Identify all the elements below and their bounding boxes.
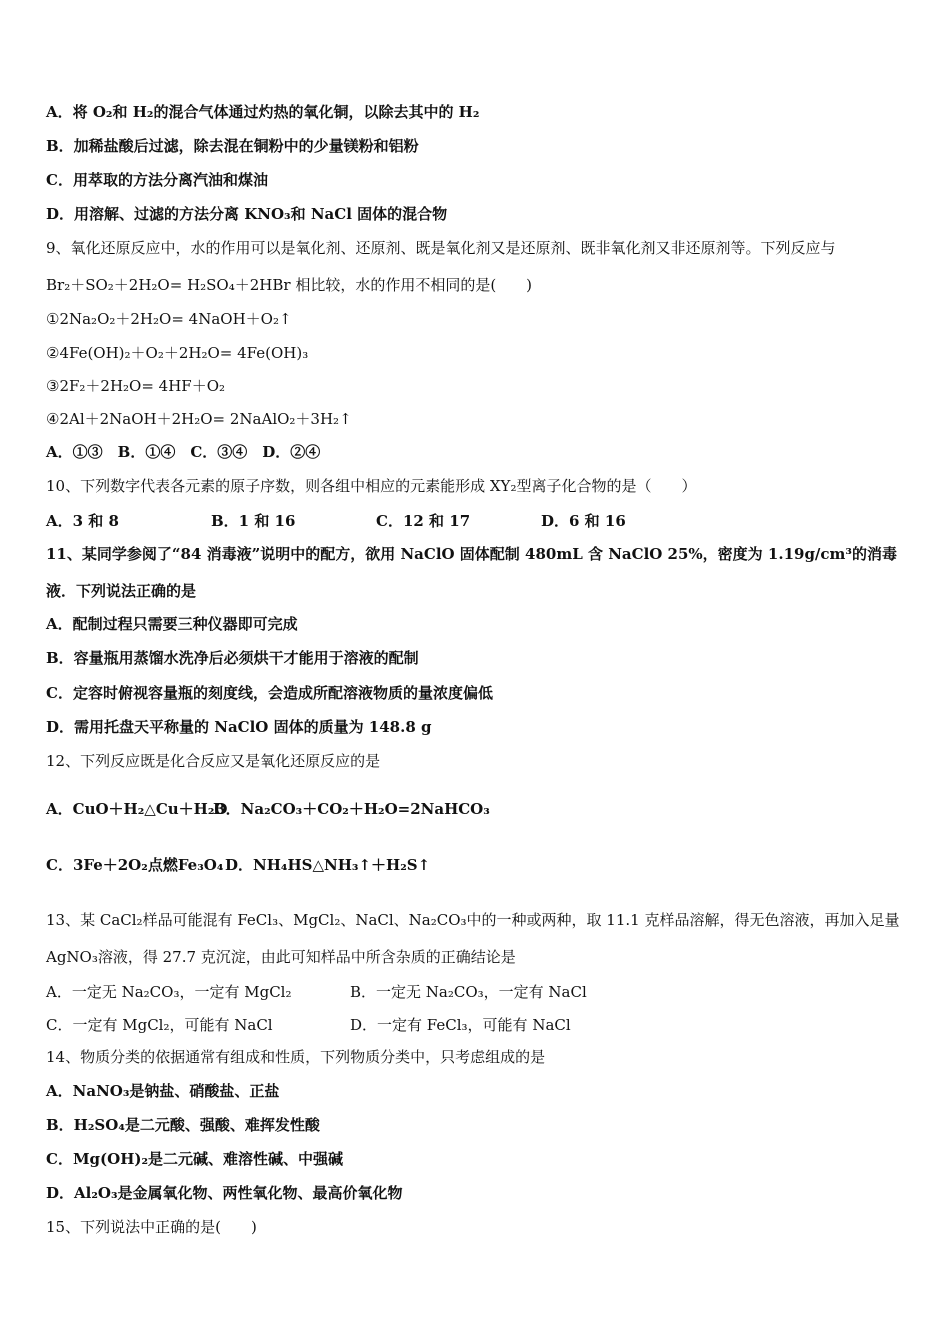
q9-reaction-1: ①2Na₂O₂＋2H₂O= 4NaOH＋O₂↑	[46, 310, 292, 328]
q13-option-a: A．一定无 Na₂CO₃，一定有 MgCl₂	[46, 983, 292, 1001]
q8-option-b: B．加稀盐酸后过滤，除去混在铜粉中的少量镁粉和铝粉	[46, 137, 419, 155]
q12-option-c: C．3Fe＋2O₂点燃Fe₃O₄	[46, 856, 224, 874]
q13-option-c: C．一定有 MgCl₂，可能有 NaCl	[46, 1016, 273, 1034]
q13-stem-line1: 13、某 CaCl₂样品可能混有 FeCl₃、MgCl₂、NaCl、Na₂CO₃中的一种或两种，取 11.1 克样品溶解，得无色溶液，再加入足量	[46, 911, 900, 929]
q12-stem: 12、下列反应既是化合反应又是氧化还原反应的是	[46, 752, 381, 770]
q13-stem-line2: AgNO₃溶液，得 27.7 克沉淀，由此可知样品中所含杂质的正确结论是	[46, 948, 516, 966]
q9-stem-line2: Br₂＋SO₂＋2H₂O= H₂SO₄＋2HBr 相比较，水的作用不相同的是( )	[46, 276, 533, 294]
q10-option-d: D．6 和 16	[541, 512, 626, 530]
q8-option-d: D．用溶解、过滤的方法分离 KNO₃和 NaCl 固体的混合物	[46, 205, 448, 223]
q11-option-c: C．定容时俯视容量瓶的刻度线，会造成所配溶液物质的量浓度偏低	[46, 684, 493, 702]
q8-option-c: C．用萃取的方法分离汽油和煤油	[46, 171, 268, 189]
q14-stem: 14、物质分类的依据通常有组成和性质，下列物质分类中，只考虑组成的是	[46, 1048, 546, 1066]
q9-stem-line1: 9、氧化还原反应中，水的作用可以是氧化剂、还原剂、既是氧化剂又是还原剂、既非氧化剂又非还原剂等。下列反应与	[46, 239, 836, 257]
q9-options: A．①③ B．①④ C．③④ D．②④	[46, 443, 321, 461]
q11-option-a: A．配制过程只需要三种仪器即可完成	[46, 615, 298, 633]
q9-reaction-4: ④2Al＋2NaOH＋2H₂O= 2NaAlO₂＋3H₂↑	[46, 410, 352, 428]
q8-option-a: A．将 O₂和 H₂的混合气体通过灼热的氧化铜，以除去其中的 H₂	[46, 103, 480, 121]
q13-option-d: D．一定有 FeCl₃，可能有 NaCl	[350, 1016, 571, 1034]
q10-option-c: C．12 和 17	[376, 512, 471, 530]
q12-option-d: D．NH₄HS△NH₃↑＋H₂S↑	[225, 856, 431, 874]
q12-option-b: B．Na₂CO₃＋CO₂＋H₂O=2NaHCO₃	[213, 800, 490, 818]
q14-option-d: D．Al₂O₃是金属氧化物、两性氧化物、最高价氧化物	[46, 1184, 403, 1202]
q11-option-b: B．容量瓶用蒸馏水洗净后必须烘干才能用于溶液的配制	[46, 649, 419, 667]
q12-option-a: A．CuO＋H₂△Cu＋H₂O	[46, 800, 228, 818]
q9-reaction-3: ③2F₂＋2H₂O= 4HF＋O₂	[46, 377, 226, 395]
q11-option-d: D．需用托盘天平称量的 NaClO 固体的质量为 148.8 g	[46, 718, 432, 736]
q14-option-c: C．Mg(OH)₂是二元碱、难溶性碱、中强碱	[46, 1150, 344, 1168]
q15-stem: 15、下列说法中正确的是( )	[46, 1218, 257, 1236]
q10-option-a: A．3 和 8	[46, 512, 119, 530]
q10-stem: 10、下列数字代表各元素的原子序数，则各组中相应的元素能形成 XY₂型离子化合物的是（ ）	[46, 477, 697, 495]
q14-option-a: A．NaNO₃是钠盐、硝酸盐、正盐	[46, 1082, 280, 1100]
q11-stem-line2: 液．下列说法正确的是	[46, 582, 197, 600]
q10-option-b: B．1 和 16	[211, 512, 296, 530]
q9-reaction-2: ②4Fe(OH)₂＋O₂＋2H₂O= 4Fe(OH)₃	[46, 344, 309, 362]
q14-option-b: B．H₂SO₄是二元酸、强酸、难挥发性酸	[46, 1116, 320, 1134]
q11-stem-line1: 11、某同学参阅了“84 消毒液”说明中的配方，欲用 NaClO 固体配制 480mL 含 NaClO 25%，密度为 1.19g/cm³的消毒	[46, 545, 897, 563]
q13-option-b: B．一定无 Na₂CO₃，一定有 NaCl	[350, 983, 587, 1001]
